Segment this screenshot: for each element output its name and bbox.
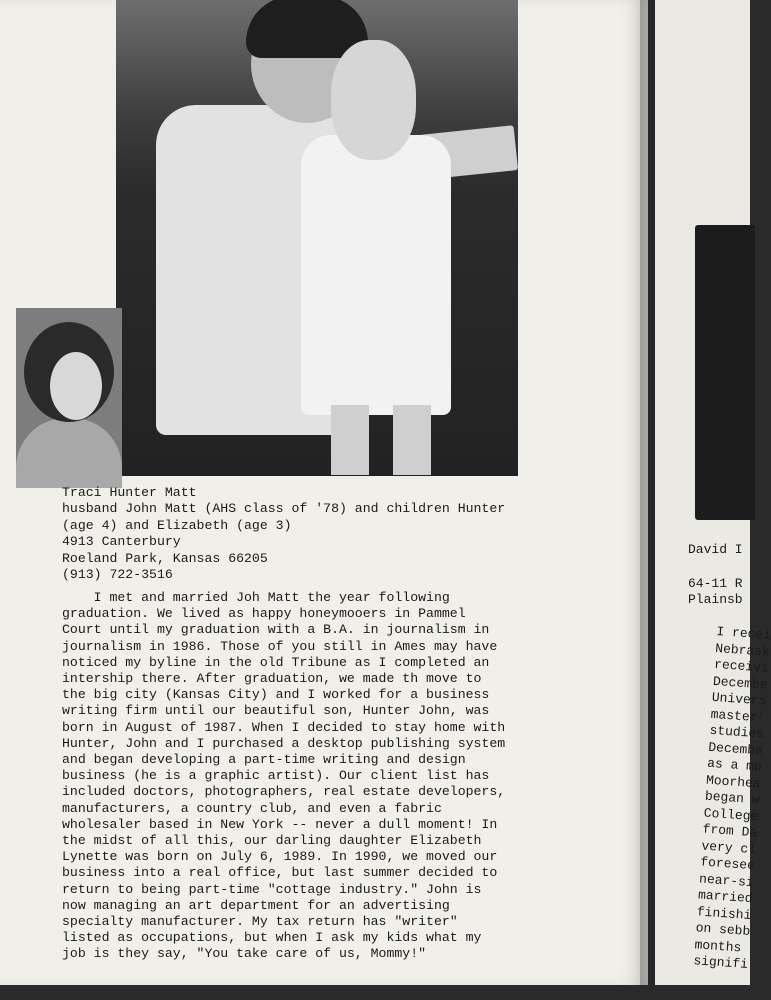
text-line: listed as occupations, but when I ask my kids what my [62, 930, 482, 946]
text-line: noticed my byline in the old Tribune as I completed an [62, 654, 490, 670]
text-line: began w [704, 788, 760, 808]
city-line: Roeland Park, Kansas 66205 [62, 550, 268, 566]
children-line: (age 4) and Elizabeth (age 3) [62, 517, 292, 533]
text-line: born in August of 1987. When I decided to stay home with [62, 719, 506, 735]
text-line: Moorhea [705, 772, 762, 791]
text-line: intership there. After graduation, we made th move to [62, 671, 482, 687]
text-line: specialty manufacturer. My tax return has "writer" [62, 914, 458, 930]
text-line: Decembe [712, 673, 769, 693]
text-line: months [694, 936, 742, 955]
right-address-line: 64-11 R [688, 576, 743, 591]
text-line: College [703, 805, 759, 824]
text-line: near-si [698, 870, 755, 890]
street-line: 4913 Canterbury [62, 534, 181, 550]
text-line: job is they say, "You take care of us, Mommy!" [62, 946, 427, 962]
text-line: finishi [696, 903, 752, 923]
name-line: Traci Hunter Matt [62, 485, 197, 500]
text-line: now managing an art department for an advertising [62, 897, 450, 913]
right-page [655, 0, 771, 985]
text-line: writing firm until our beautiful son, Hunter John, was [62, 703, 490, 719]
text-line: married [697, 887, 754, 907]
text-line: business (he is a graphic artist). Our client list has [62, 768, 490, 784]
text-line: master' [710, 706, 766, 726]
text-line: the midst of all this, our darling daughter Elizabeth [62, 833, 482, 849]
right-column-text [693, 624, 771, 973]
right-address-line: Plainsb [688, 592, 743, 607]
family-photo [116, 0, 518, 476]
portrait-photo [16, 308, 122, 476]
text-line: very cl [700, 837, 757, 857]
text-line: I met and married Joh Matt the year following [62, 590, 450, 605]
text-line: journalism in 1986. Those of you still in Ames may have [62, 638, 498, 654]
text-line: signifi [692, 953, 749, 972]
text-line: business into a real office, but last summer decided to [62, 865, 498, 881]
text-line: Court until my graduation with a B.A. in journalism in [62, 622, 490, 638]
text-line: Hunter, John and I purchased a desktop publishing system [62, 735, 506, 751]
right-page-photo [695, 225, 755, 520]
text-line: graduation. We lived as happy honeymooers in Pammel [62, 606, 466, 622]
text-line: foresee [699, 854, 756, 874]
text-line: and began developing a part-time writing and design [62, 752, 466, 768]
text-line: receivi [713, 656, 770, 676]
narrative-paragraph [62, 590, 637, 963]
family-line: husband John Matt (AHS class of '78) and children Hunter [62, 501, 506, 517]
text-line: on sebb [695, 920, 751, 940]
text-line: studies [709, 722, 765, 742]
text-line: Univers [711, 689, 767, 709]
text-line: Decembe [707, 739, 764, 758]
text-line: manufacturers, a country club, and even a fabric [62, 800, 442, 816]
right-name-line: David I [688, 542, 743, 557]
text-line: Lynette was born on July 6, 1989. In 1990, we moved our [62, 849, 498, 865]
text-line: wholesaler based in New York -- never a dull moment! In [62, 816, 498, 832]
contact-header [62, 485, 637, 583]
text-line: return to being part-time "cottage industry." John is [62, 881, 482, 897]
text-line: included doctors, photographers, real estate developers, [62, 784, 506, 800]
text-line: as a mu [706, 755, 763, 775]
text-line: Nebrask [714, 640, 771, 660]
text-line: I recei [715, 624, 771, 643]
phone-line: (913) 722-3516 [62, 567, 173, 583]
text-line: the big city (Kansas City) and I worked for a business [62, 687, 490, 703]
text-line: from Da [702, 821, 758, 841]
